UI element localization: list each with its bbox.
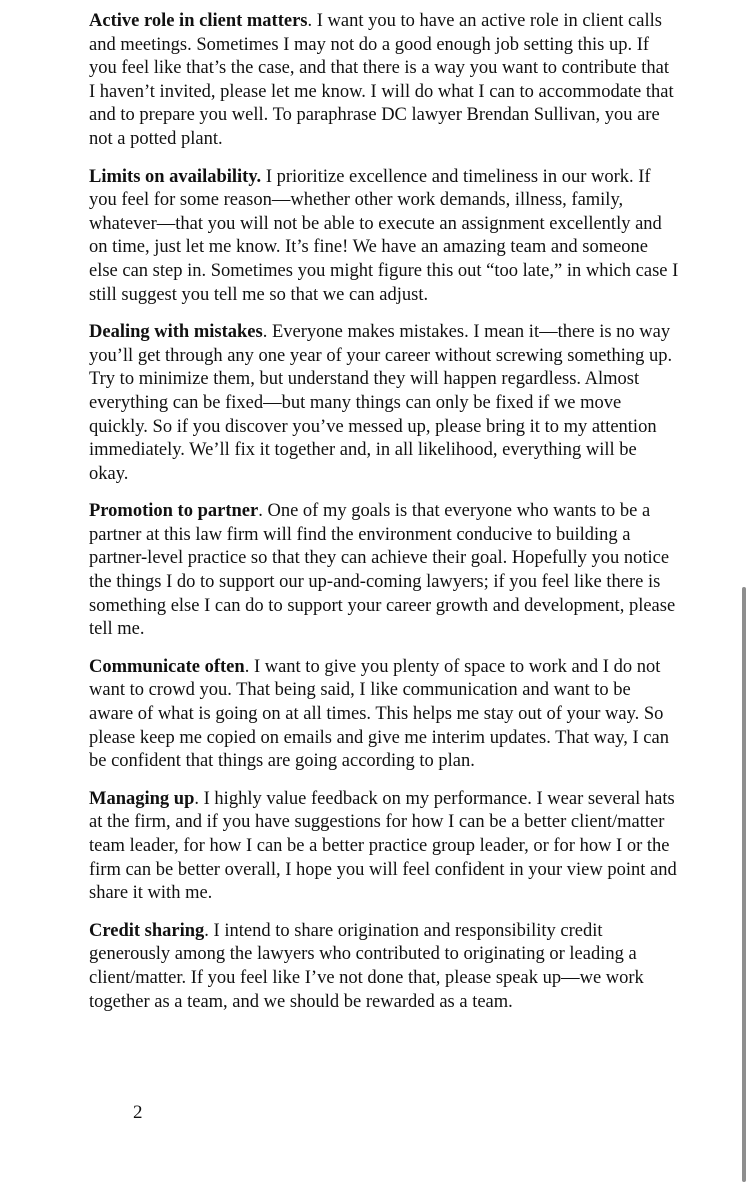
paragraph-heading: Communicate often xyxy=(89,656,245,677)
vertical-scrollbar[interactable] xyxy=(742,587,746,1182)
paragraph-heading: Credit sharing xyxy=(89,920,205,941)
paragraph-text: I prioritize excellence and timeliness in our work. If you feel for some reason—whether other work demands, illness, family, whatever—that you will not be able to execute an assignment excellently and on time, just let me know. It’s fine! We have an amazing team and someone else can step in. Sometimes you might figure this out “too late,” in which case I still suggest you tell me so that we can adjust. xyxy=(89,166,679,305)
paragraph-dealing-mistakes xyxy=(89,321,679,486)
paragraph-heading: Promotion to partner xyxy=(89,501,259,522)
page-number: 2 xyxy=(133,1102,143,1123)
paragraph-text: . Everyone makes mistakes. I mean it—there is no way you’ll get through any one year of your career without screwing something up. Try to minimize them, but understand they will happen regardless. Almost everything can be fixed—but many things can only be fixed if we move quickly. So if you discover you’ve messed up, please bring it to my attention immediately. We’ll fix it together and, in all likelihood, everything will be okay. xyxy=(89,322,673,484)
paragraph-managing-up xyxy=(89,788,679,906)
paragraph-heading: Managing up xyxy=(89,788,195,809)
document-body xyxy=(89,10,679,1028)
paragraph-heading: Active role in client matters xyxy=(89,11,308,31)
paragraph-text: . I intend to share origination and responsibility credit generously among the lawyers who contributed to originating or leading a client/matter. If you feel like I’ve not done that, please speak up—we work together as a team, and we should be rewarded as a team. xyxy=(89,920,644,1012)
paragraph-active-role xyxy=(89,10,679,152)
paragraph-text: . I highly value feedback on my performance. I wear several hats at the firm, and if you have suggestions for how I can be a better client/matter team leader, for how I can be a better practice group leader, or for how I or the firm can be better overall, I hope you will feel confident in your view point and share it with me. xyxy=(89,788,677,904)
paragraph-heading: Dealing with mistakes xyxy=(89,322,263,343)
paragraph-communicate-often xyxy=(89,656,679,774)
paragraph-text: . I want you to have an active role in client calls and meetings. Sometimes I may not do a good enough job setting this up. If you feel like that’s the case, and that there is a way you want to contribute that I haven’t invited, please let me know. I will do what I can to accommodate that and to prepare you well. To paraphrase DC lawyer Brendan Sullivan, you are not a potted plant. xyxy=(89,11,674,149)
paragraph-credit-sharing xyxy=(89,920,679,1014)
paragraph-heading: Limits on availability. xyxy=(89,166,262,187)
paragraph-text: . One of my goals is that everyone who wants to be a partner at this law firm will find the environment conducive to building a partner-level practice so that they can achieve their goal. Hopefully you notice the things I do to support our up-and-coming lawyers; if you feel like there is something else I can do to support your career growth and development, please tell me. xyxy=(89,501,676,640)
paragraph-text: . I want to give you plenty of space to work and I do not want to crowd you. That being said, I like communication and want to be aware of what is going on at all times. This helps me stay out of your way. So please keep me copied on emails and give me interim updates. That way, I can be confident that things are going according to plan. xyxy=(89,656,669,772)
paragraph-limits-availability xyxy=(89,166,679,308)
paragraph-promotion-partner xyxy=(89,500,679,642)
